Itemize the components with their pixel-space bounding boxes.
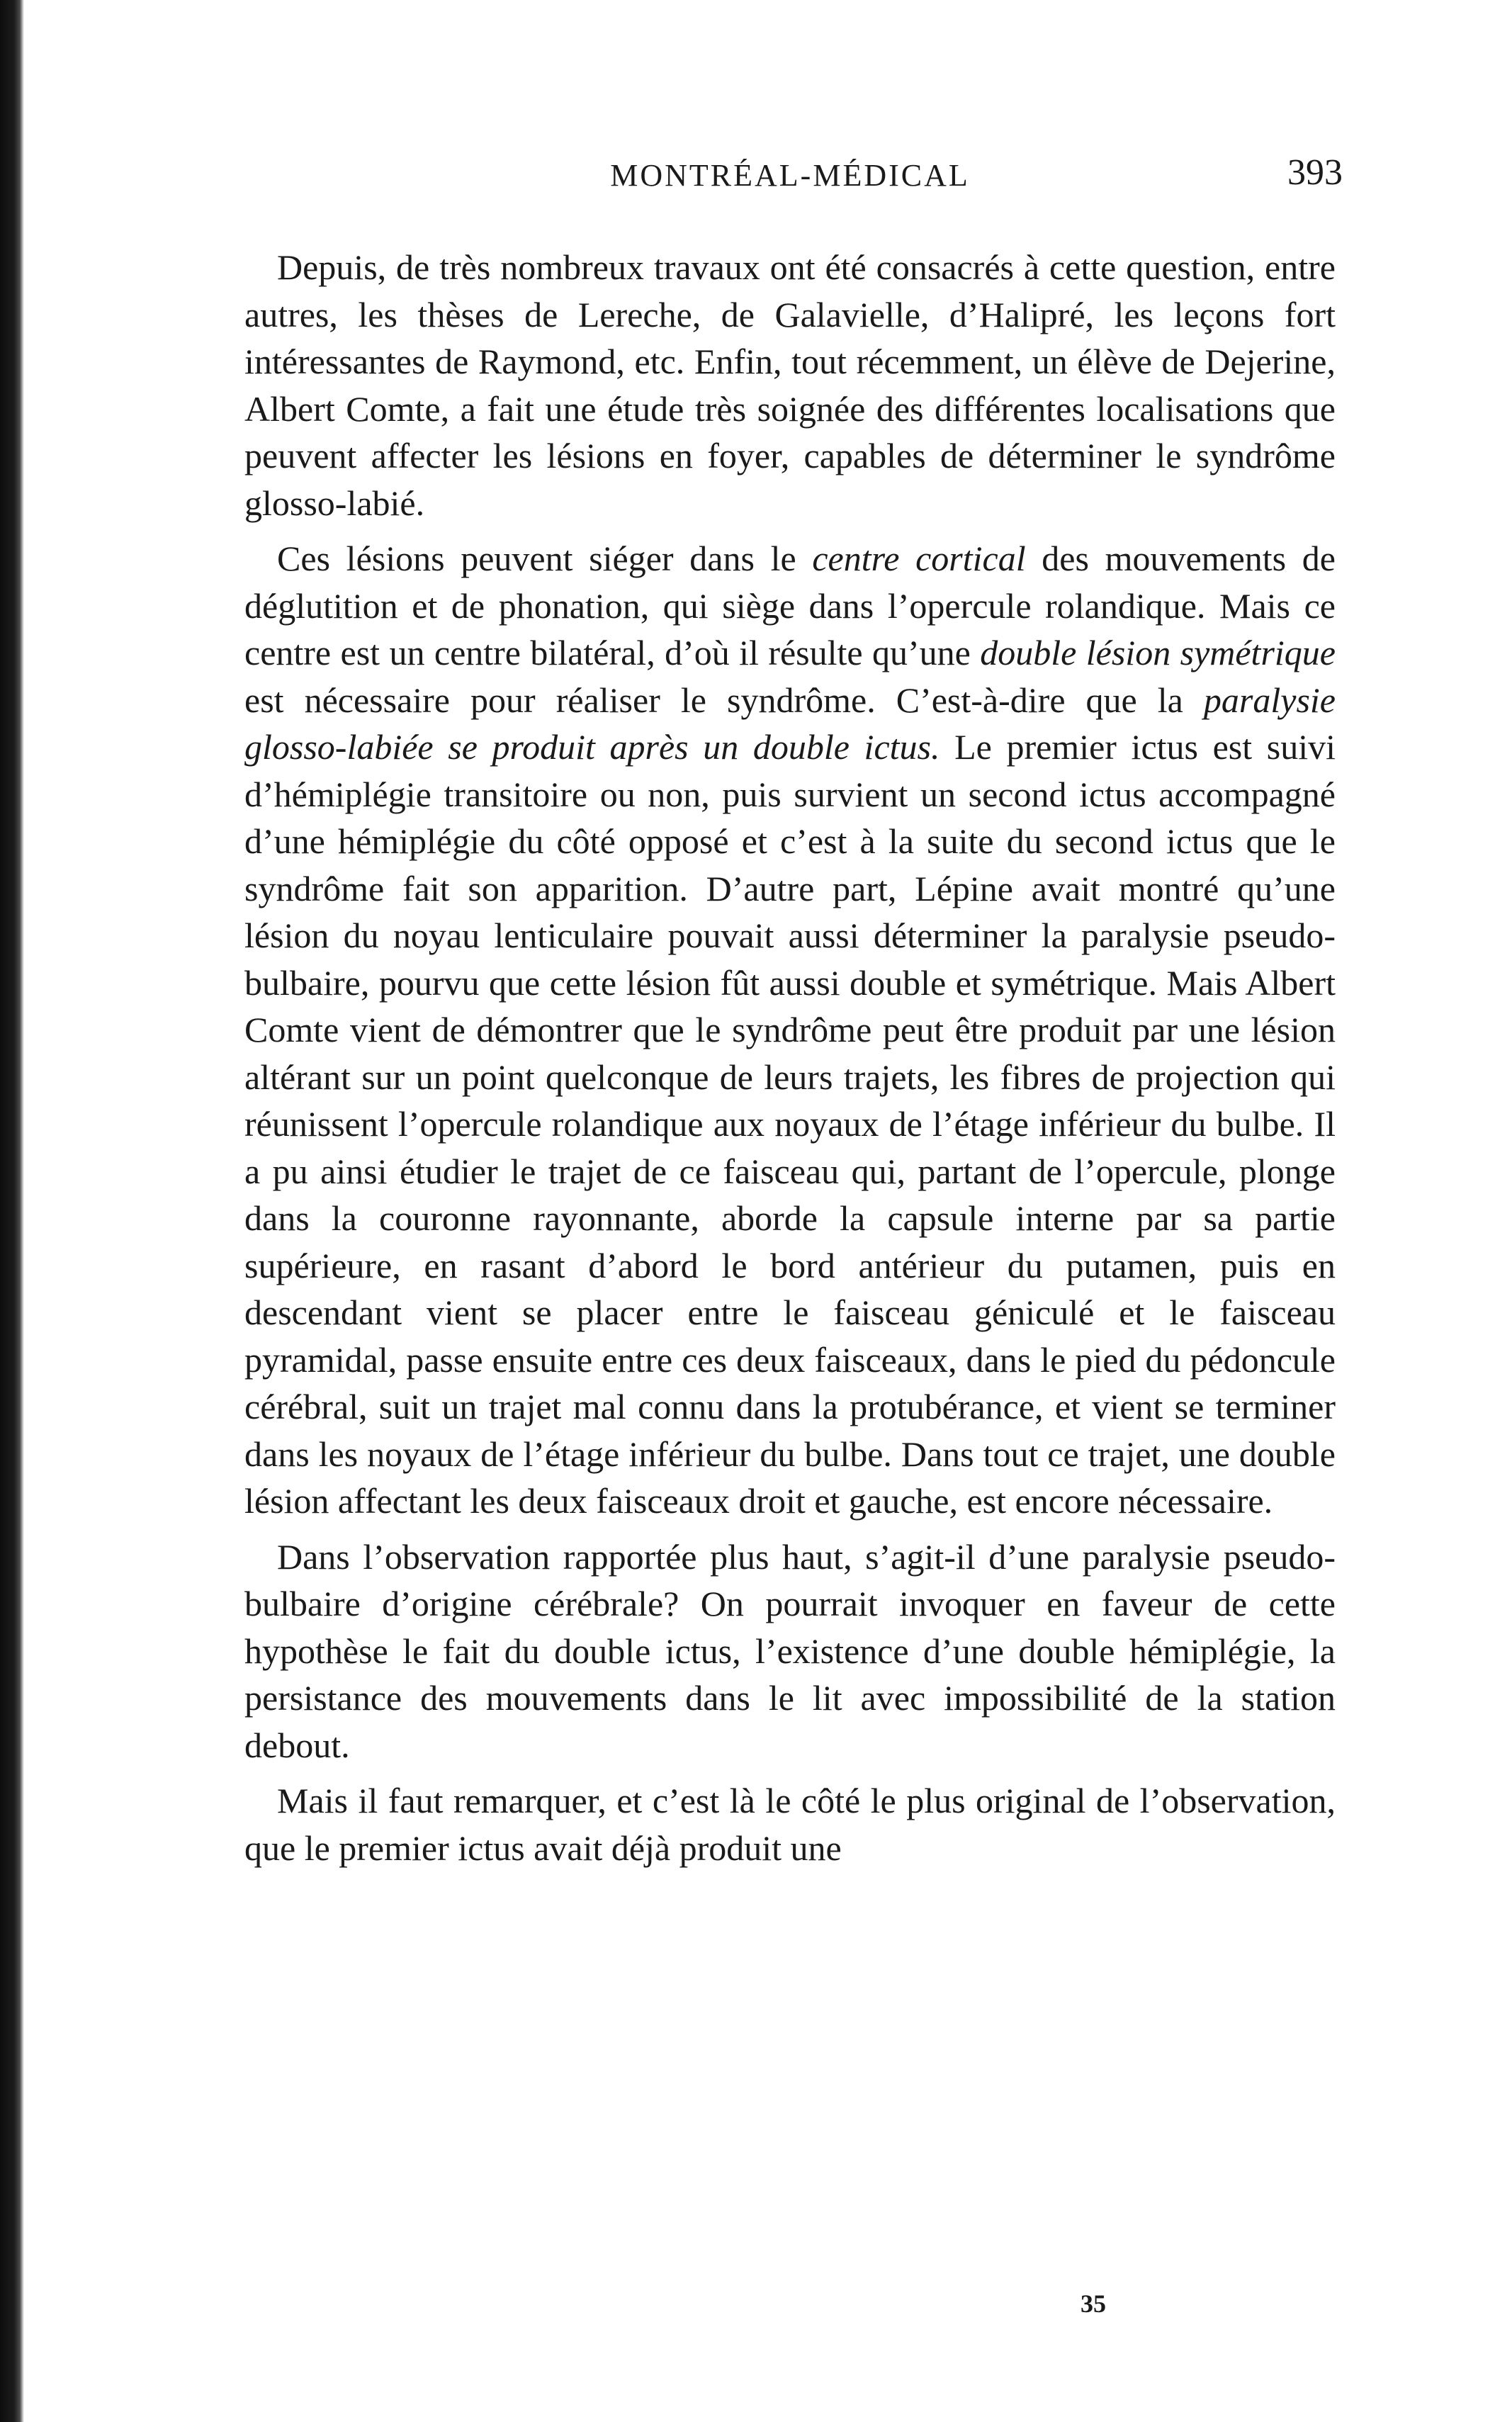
italic-phrase: paralysie glosso-labiée se produit après un double ictus. <box>244 680 1336 767</box>
text-run: Depuis, de très nombreux travaux ont été consacrés à cette question, entre autres, les thèses de Lereche, de Galavielle, d’Halipré, les leçons fort intéressantes de Raymond, etc. Enfin, tout récemment, un élève de Dejerine, Albert Comte, a fait une étude très soignée des différentes localisations que peuvent affecter les lésions en foyer, capables de déterminer le syndrôme glosso-labié. <box>244 247 1336 523</box>
paragraph-1 <box>244 244 1336 526</box>
page-number: 393 <box>1287 152 1343 193</box>
text-run: Le premier ictus est suivi d’hémiplégie transitoire ou non, puis survient un second ictus accompagné d’une hémiplégie du côté opposé et c’est à la suite du second ictus que le syndrôme fait son apparition. D’autre part, Lépine avait montré qu’une lésion du noyau lenticulaire pouvait aussi déterminer la paralysie pseudo-bulbaire, pourvu que cette lésion fût aussi double et symétrique. Mais Albert Comte vient de démontrer que le syndrôme peut être produit par une lésion altérant sur un point quelconque de leurs trajets, les fibres de projection qui réunissent l’opercule rolandique aux noyaux de l’étage inférieur du bulbe. Il a pu ainsi étudier le trajet de ce faisceau qui, partant de l’opercule, plonge dans la couronne rayonnante, aborde la capsule interne par sa partie supérieure, en rasant d’abord le bord antérieur du putamen, puis en descendant vient se placer entre le faisceau géniculé et le faisceau pyramidal, passe ensuite entre ces deux faisceaux, dans le pied du pédoncule cérébral, suit un trajet mal connu dans la protubérance, et vient se terminer dans les noyaux de l’étage inférieur du bulbe. Dans tout ce trajet, une double lésion affectant les deux faisceaux droit et gauche, est encore nécessaire. <box>244 727 1336 1521</box>
paragraph-3 <box>244 1533 1336 1769</box>
running-title: MONTRÉAL-MÉDICAL <box>610 158 970 193</box>
binding-edge <box>0 0 24 2422</box>
text-run: Ces lésions peuvent siéger dans le <box>277 539 813 578</box>
paragraph-4 <box>244 1777 1336 1871</box>
paragraph-2 <box>244 535 1336 1525</box>
text-run: est nécessaire pour réaliser le syndrôme. C’est-à-dire que la <box>244 680 1204 720</box>
body-text <box>244 244 1336 1871</box>
italic-phrase: double lésion symétrique <box>980 633 1336 672</box>
text-run: Dans l’observation rapportée plus haut, s’agit-il d’une paralysie pseudo-bulbaire d’origine cérébrale? On pourrait invoquer en faveur de cette hypothèse le fait du double ictus, l’existence d’une double hémiplégie, la persistance des mouvements dans le lit avec impossibilité de la station debout. <box>244 1536 1336 1765</box>
signature-mark: 35 <box>1081 2289 1106 2318</box>
text-run: Mais il faut remarquer, et c’est là le côté le plus original de l’observation, que le premier ictus avait déjà produit une <box>244 1781 1336 1868</box>
book-page <box>244 150 1343 1871</box>
text-run: des mouvements de déglutition et de phonation, qui siège dans l’opercule rolandique. Mais ce centre est un centre bilatéral, d’où il résulte qu’une <box>244 539 1336 672</box>
italic-phrase: centre cortical <box>812 539 1026 578</box>
running-head <box>244 150 1343 214</box>
